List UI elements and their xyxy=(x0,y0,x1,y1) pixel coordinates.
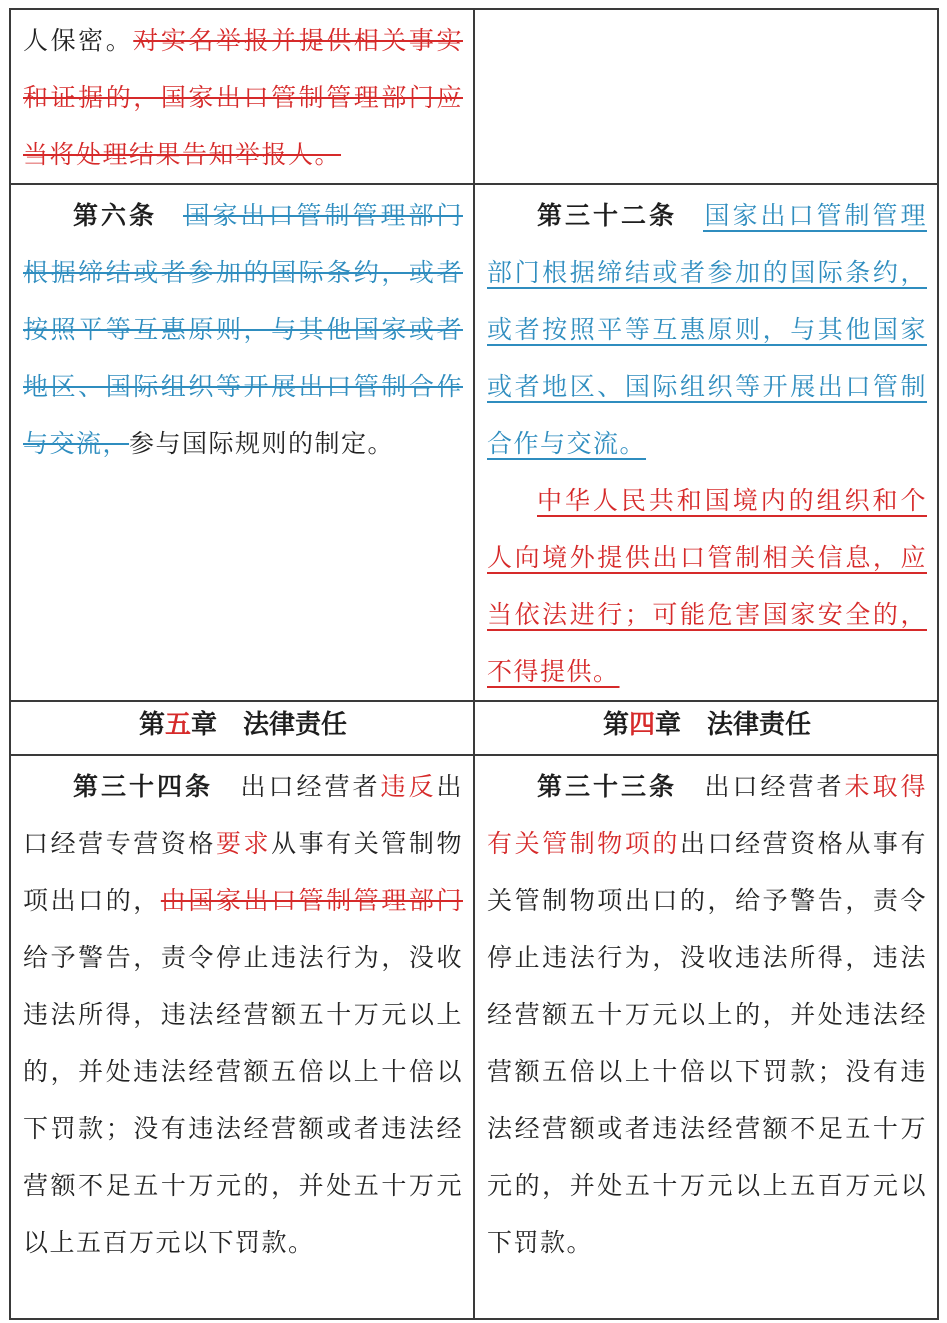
article-number: 第六条 xyxy=(73,201,157,230)
plain-text: 人保密。 xyxy=(23,26,134,55)
changed-text: 未取得有关管制物项的 xyxy=(487,772,927,858)
new-paragraph xyxy=(487,472,927,700)
table-row xyxy=(10,701,938,755)
chapter-prefix: 第 xyxy=(138,710,165,740)
old-text-cell xyxy=(10,755,474,1319)
article-number: 第三十二条 xyxy=(537,201,677,230)
plain-text: 出口经营者 xyxy=(238,772,381,801)
chapter-suffix: 章 xyxy=(191,710,218,740)
inserted-text: 中华人民共和国境内的组织和个人向境外提供出口管制相关信息，应当依法进行；可能危害国家安全的，不得提供。 xyxy=(487,486,927,686)
plain-text: 出口经营者 xyxy=(702,772,845,801)
table-row xyxy=(10,9,938,184)
old-text-cell xyxy=(10,184,474,701)
plain-text: 给予警告，责令停止违法行为，没收违法所得，违法经营额五十万元以上的，并处违法经营额五倍以上十倍以下罚款；没有违法经营额或者违法经营额不足五十万元的，并处五十万元以上五百万元以下罚款。 xyxy=(23,943,463,1257)
chapter-heading-old xyxy=(10,701,474,755)
plain-text: 出口经营资格从事有关管制物项出口的，给予警告，责令停止违法行为，没收违法所得，违法经营额五十万元以上的，并处违法经营额五倍以上十倍以下罚款；没有违法经营额或者违法经营额不足五十万元的，并处五十万元以上五百万元以下罚款。 xyxy=(487,829,927,1257)
old-text-cell xyxy=(10,9,474,184)
chapter-prefix: 第 xyxy=(602,710,629,740)
plain-text: 参与国际规则的制定。 xyxy=(129,429,395,458)
chapter-heading-new xyxy=(474,701,938,755)
changed-text: 违反 xyxy=(380,772,437,801)
plain-text: 出口经营专营资格 xyxy=(23,772,463,858)
table-row xyxy=(10,755,938,1319)
comparison-table xyxy=(9,8,939,1320)
article-number: 第三十四条 xyxy=(73,772,213,801)
old-paragraph xyxy=(23,758,463,1271)
new-text-cell xyxy=(474,184,938,701)
changed-text: 要求 xyxy=(215,829,272,858)
new-text-cell-empty xyxy=(474,9,938,184)
chapter-title: 法律责任 xyxy=(243,710,348,740)
chapter-number: 五 xyxy=(164,710,191,740)
inserted-text: 国家出口管制管理部门根据缔结或者参加的国际条约，或者按照平等互惠原则，与其他国家或者地区、国际组织等开展出口管制合作与交流。 xyxy=(487,201,927,458)
plain-text: 从事有关管制物项出口的， xyxy=(23,829,463,915)
chapter-title: 法律责任 xyxy=(707,710,812,740)
table-row xyxy=(10,184,938,701)
chapter-suffix: 章 xyxy=(655,710,682,740)
deleted-text: 国家出口管制管理部门根据缔结或者参加的国际条约，或者按照平等互惠原则，与其他国家或者地区、国际组织等开展出口管制合作与交流， xyxy=(23,201,463,458)
new-paragraph xyxy=(487,187,927,472)
old-paragraph xyxy=(23,12,463,183)
deleted-text: 由国家出口管制管理部门 xyxy=(160,886,463,915)
chapter-number: 四 xyxy=(628,710,655,740)
old-paragraph xyxy=(23,187,463,472)
new-text-cell xyxy=(474,755,938,1319)
article-number: 第三十三条 xyxy=(537,772,677,801)
new-paragraph xyxy=(487,758,927,1271)
deleted-text: 对实名举报并提供相关事实和证据的，国家出口管制管理部门应当将处理结果告知举报人。 xyxy=(23,26,463,169)
